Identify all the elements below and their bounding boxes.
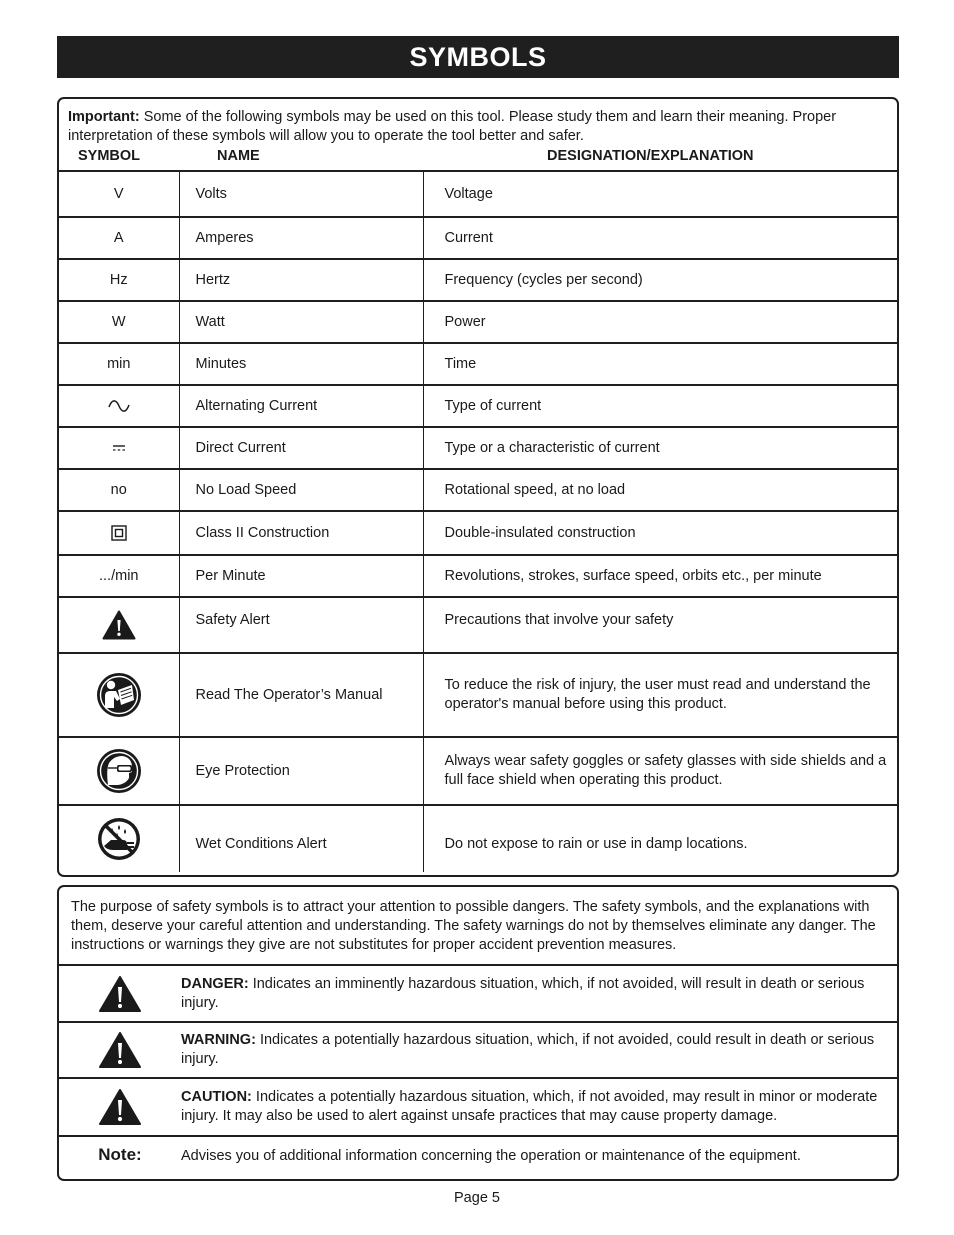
icon-cell xyxy=(59,1078,181,1136)
table-row xyxy=(59,427,897,469)
read-manual-icon xyxy=(96,672,142,718)
symbol-cell: min xyxy=(59,343,179,385)
warning-triangle-icon xyxy=(98,1031,142,1069)
intro-lead: Important: xyxy=(68,109,140,125)
direct-current-icon xyxy=(112,444,126,452)
note-label: Note: xyxy=(98,1145,142,1164)
designation-cell: Do not expose to rain or use in damp locations. xyxy=(423,805,897,872)
designation-cell: Always wear safety goggles or safety glasses with side shields and a full face shield when operating this product. xyxy=(423,737,897,805)
table-row xyxy=(59,171,897,217)
signal-words-panel xyxy=(57,885,899,1181)
name-cell: Minutes xyxy=(179,343,423,385)
caution-triangle-icon xyxy=(98,1088,142,1126)
table-row xyxy=(59,259,897,301)
name-cell: Alternating Current xyxy=(179,385,423,427)
name-cell: Read The Operator’s Manual xyxy=(179,653,423,737)
designation-cell: Frequency (cycles per second) xyxy=(423,259,897,301)
signal-word-text xyxy=(181,965,897,1022)
designation-cell: Double-insulated construction xyxy=(423,511,897,555)
name-cell: Wet Conditions Alert xyxy=(179,805,423,872)
eye-protection-icon xyxy=(96,748,142,794)
signal-words-table xyxy=(59,964,897,1180)
designation-cell: Type of current xyxy=(423,385,897,427)
table-row xyxy=(59,217,897,259)
note-text: Advises you of additional information concerning the operation or maintenance of the equipment. xyxy=(181,1136,897,1180)
symbol-cell: A xyxy=(59,217,179,259)
table-row xyxy=(59,469,897,511)
column-header-symbol: SYMBOL xyxy=(78,148,141,164)
signal-word-body: Indicates an imminently hazardous situation, which, if not avoided, will result in death or serious injury. xyxy=(181,975,865,1011)
signal-word-body: Indicates a potentially hazardous situation, which, if not avoided, could result in death or serious injury. xyxy=(181,1032,875,1067)
page-title: SYMBOLS xyxy=(57,36,899,78)
signal-word-text xyxy=(181,1078,897,1136)
designation-cell: Power xyxy=(423,301,897,343)
signal-word-label: CAUTION: xyxy=(181,1089,252,1105)
icon-cell xyxy=(59,1022,181,1078)
wet-conditions-icon xyxy=(97,817,141,861)
name-cell: Watt xyxy=(179,301,423,343)
designation-cell: Current xyxy=(423,217,897,259)
name-cell: No Load Speed xyxy=(179,469,423,511)
table-row xyxy=(59,555,897,597)
symbol-cell: W xyxy=(59,301,179,343)
designation-cell: To reduce the risk of injury, the user must read and understand the operator's manual before using this product. xyxy=(423,653,897,737)
symbol-cell xyxy=(59,427,179,469)
icon-cell xyxy=(59,965,181,1022)
name-cell: Amperes xyxy=(179,217,423,259)
symbol-cell xyxy=(59,653,179,737)
symbol-cell: .../min xyxy=(59,555,179,597)
signal-word-body: Indicates a potentially hazardous situation, which, if not avoided, may result in minor or moderate injury. It may also be used to alert against unsafe practices that may cause property damage. xyxy=(181,1089,878,1124)
signal-word-text xyxy=(181,1022,897,1078)
designation-cell: Rotational speed, at no load xyxy=(423,469,897,511)
name-cell: Eye Protection xyxy=(179,737,423,805)
alternating-current-icon xyxy=(108,400,130,412)
symbol-cell xyxy=(59,511,179,555)
symbol-cell xyxy=(59,737,179,805)
symbols-table xyxy=(59,170,897,872)
symbol-cell: Hz xyxy=(59,259,179,301)
name-cell: Direct Current xyxy=(179,427,423,469)
table-row xyxy=(59,1136,897,1180)
symbol-cell xyxy=(59,597,179,653)
symbol-cell xyxy=(59,385,179,427)
class-ii-construction-icon xyxy=(111,525,127,541)
designation-cell: Type or a characteristic of current xyxy=(423,427,897,469)
icon-cell xyxy=(59,1136,181,1180)
table-row xyxy=(59,511,897,555)
danger-triangle-icon xyxy=(98,975,142,1013)
column-header-designation: DESIGNATION/EXPLANATION xyxy=(547,148,754,164)
name-cell: Safety Alert xyxy=(179,597,423,653)
safety-alert-icon xyxy=(102,610,136,640)
table-row xyxy=(59,597,897,653)
table-row xyxy=(59,1078,897,1136)
table-row xyxy=(59,343,897,385)
designation-cell: Precautions that involve your safety xyxy=(423,597,897,653)
symbols-panel xyxy=(57,97,899,877)
signal-word-label: WARNING: xyxy=(181,1032,256,1048)
table-row xyxy=(59,965,897,1022)
name-cell: Volts xyxy=(179,171,423,217)
name-cell: Class II Construction xyxy=(179,511,423,555)
table-row xyxy=(59,301,897,343)
symbol-cell: no xyxy=(59,469,179,511)
designation-cell: Voltage xyxy=(423,171,897,217)
designation-cell: Revolutions, strokes, surface speed, orbits etc., per minute xyxy=(423,555,897,597)
name-cell: Per Minute xyxy=(179,555,423,597)
intro-body: Some of the following symbols may be used on this tool. Please study them and learn their meaning. Proper interpretation of these symbols will allow you to operate the tool better and safer. xyxy=(68,109,837,144)
purpose-text: The purpose of safety symbols is to attract your attention to possible dangers. The safety symbols, and the explanations with them, deserve your careful attention and understanding. The safety warnings do not by themselves eliminate any danger. The instructions or warnings they give are not substitutes for proper accident prevention measures. xyxy=(71,899,876,953)
symbol-cell: V xyxy=(59,171,179,217)
designation-cell: Time xyxy=(423,343,897,385)
table-row xyxy=(59,653,897,737)
name-cell: Hertz xyxy=(179,259,423,301)
table-row xyxy=(59,1022,897,1078)
signal-word-label: DANGER: xyxy=(181,975,249,992)
symbol-cell xyxy=(59,805,179,872)
intro-text xyxy=(68,108,894,146)
table-row xyxy=(59,805,897,872)
table-row xyxy=(59,737,897,805)
column-header-name: NAME xyxy=(217,148,260,164)
page-number: Page 5 xyxy=(454,1190,500,1206)
table-row xyxy=(59,385,897,427)
